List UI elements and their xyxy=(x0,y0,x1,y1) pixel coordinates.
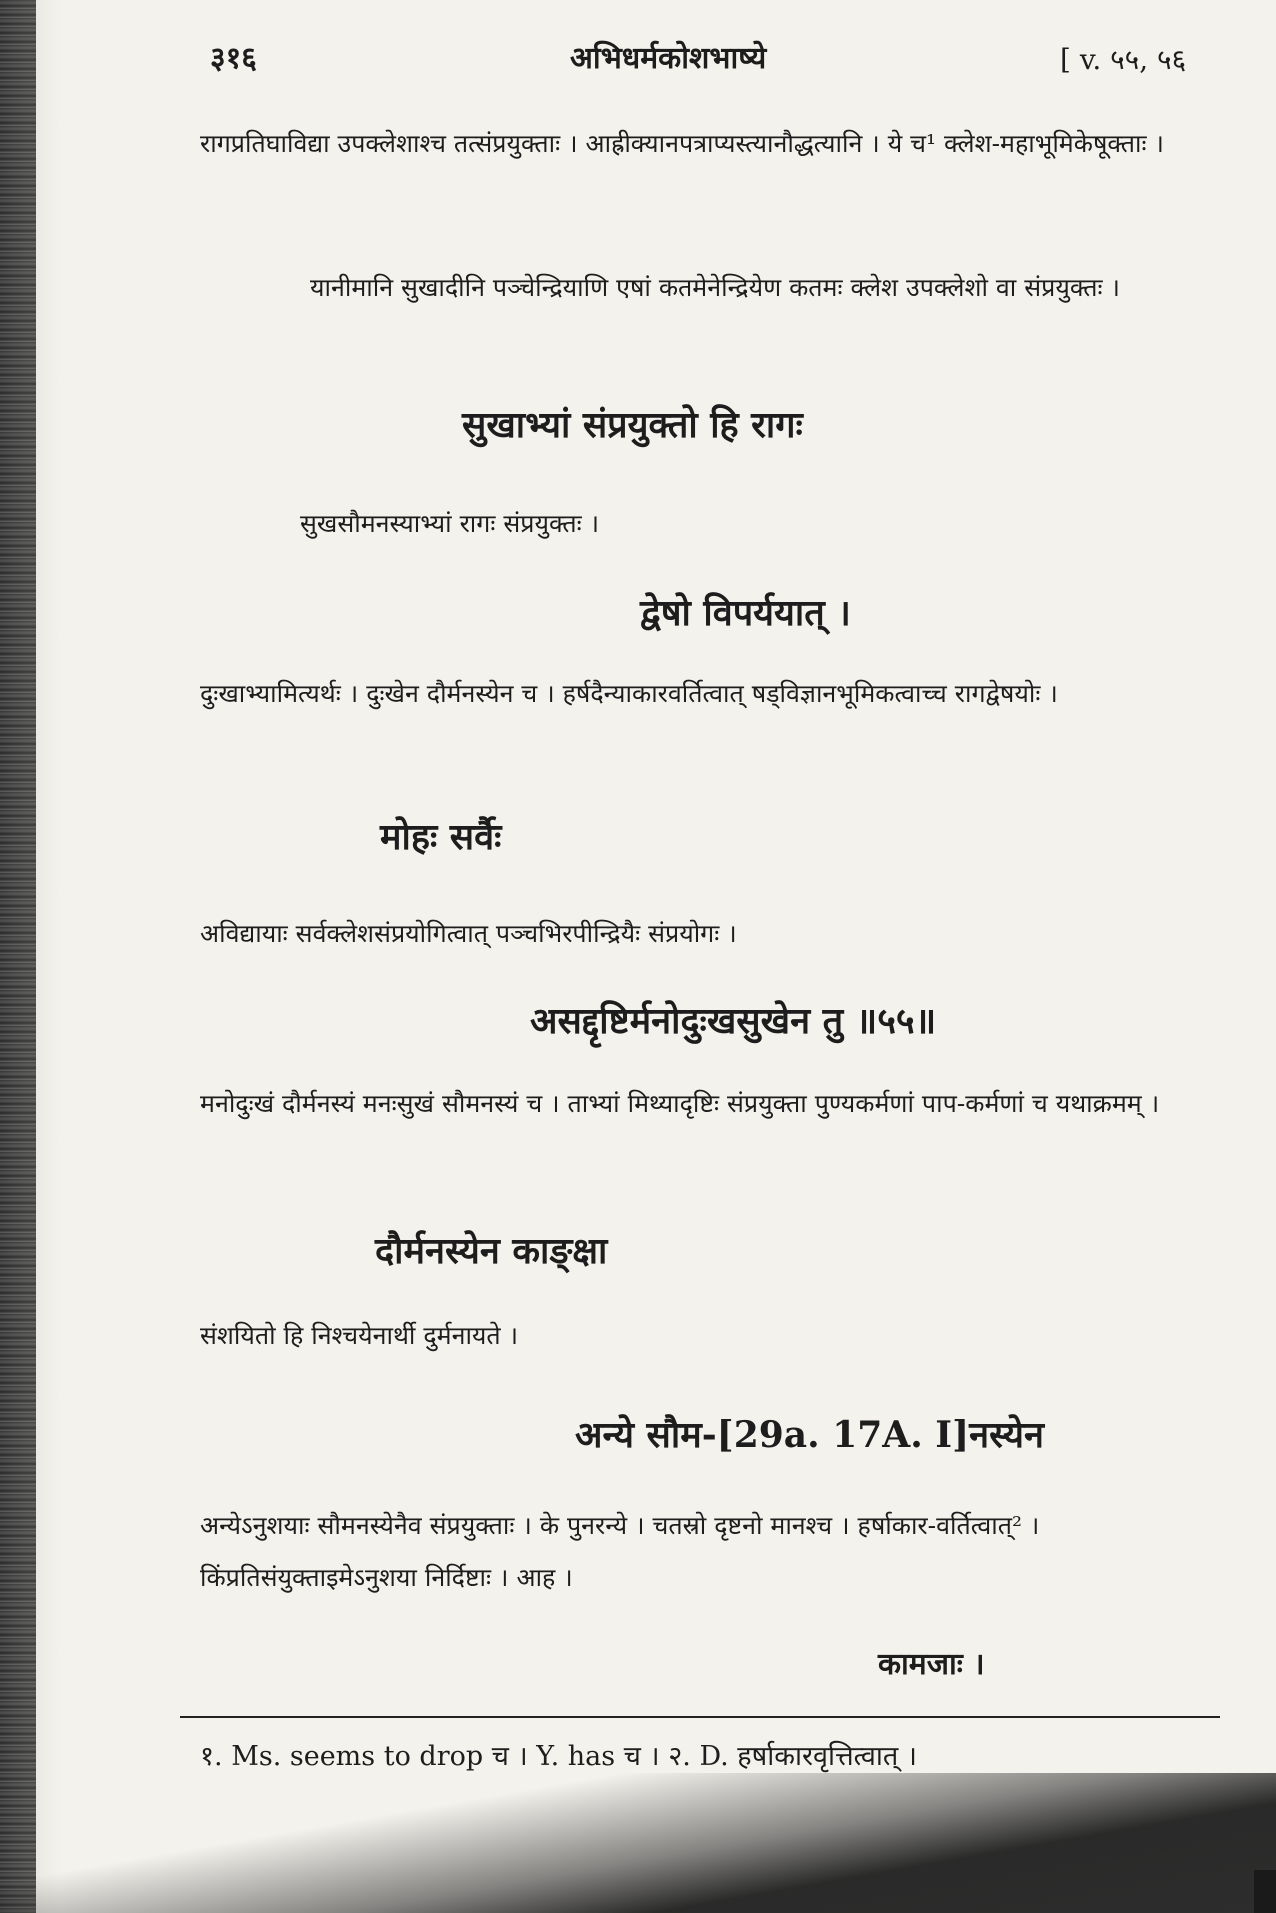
paragraph-4: दुःखाभ्यामित्यर्थः । दुःखेन दौर्मनस्येन च । हर्षदैन्याकारवर्तित्वात् षड्विज्ञानभूमिकत्वाच्च रागद्वेषयोः । xyxy=(200,679,1058,708)
paragraph-1: रागप्रतिघाविद्या उपक्लेशाश्च तत्संप्रयुक्ताः । आह्रीक्यानपत्राप्यस्त्यानौद्धत्यानि । ये च¹ क्लेश-महाभूमिकेषूक्ताः । xyxy=(200,129,1164,158)
verse-5: दौर्मनस्येन काङ्क्षा xyxy=(375,1230,608,1272)
paragraph-3: सुखसौमनस्याभ्यां रागः संप्रयुक्तः । xyxy=(300,509,600,538)
verse-1: सुखाभ्यां संप्रयुक्तो हि रागः xyxy=(462,404,803,446)
verse-6: अन्ये सौम-[29a. 17A. I]नस्येन xyxy=(575,1414,1045,1456)
footnote: १. Ms. seems to drop च । Y. has च । २. D. हर्षाकारवृत्तित्वात् । xyxy=(200,1741,918,1772)
page-header xyxy=(210,36,1240,86)
page-corner-mark xyxy=(1254,1870,1276,1913)
paragraph-2: यानीमानि सुखादीनि पञ्चेन्द्रियाणि एषां कतमेनेन्द्रियेण कतमः क्लेश उपक्लेशो वा संप्रयुक्तः । xyxy=(310,273,1120,302)
paragraph-5: अविद्यायाः सर्वक्लेशसंप्रयोगित्वात् पञ्चभिरपीन्द्रियैः संप्रयोगः । xyxy=(200,919,737,948)
paragraph-8: अन्येऽनुशयाः सौमनस्येनैव संप्रयुक्ताः । के पुनरन्ये । चतस्रो दृष्टनो मानश्च । हर्षाकार-वर्तित्वात्² । किंप्रतिसंयुक्ताइमेऽनुशया निर्दिष्टाः । आह । xyxy=(200,1511,1040,1592)
paragraph-7: संशयितो हि निश्चयेनार्थी दुर्मनायते । xyxy=(200,1321,519,1350)
page-edge-shadow xyxy=(0,1773,1276,1913)
verse-3: मोहः सर्वैः xyxy=(380,816,502,858)
footnote-rule xyxy=(180,1716,1220,1718)
verse-7: कामजाः । xyxy=(878,1647,985,1682)
verse-4: असद्दृष्टिर्मनोदुःखसुखेन तु ॥५५॥ xyxy=(530,1000,937,1042)
verse-2: द्वेषो विपर्ययात् । xyxy=(640,592,851,634)
book-spine xyxy=(0,0,36,1913)
running-title: अभिधर्मकोशभाष्ये xyxy=(570,41,767,76)
page-number: ३१६ xyxy=(210,41,257,76)
paragraph-6: मनोदुःखं दौर्मनस्यं मनःसुखं सौमनस्यं च । ताभ्यां मिथ्यादृष्टिः संप्रयुक्ता पुण्यकर्मणां पाप-कर्मणां च यथाक्रमम् । xyxy=(200,1089,1160,1118)
verse-reference: [ v. ५५, ५६ xyxy=(1060,43,1187,76)
